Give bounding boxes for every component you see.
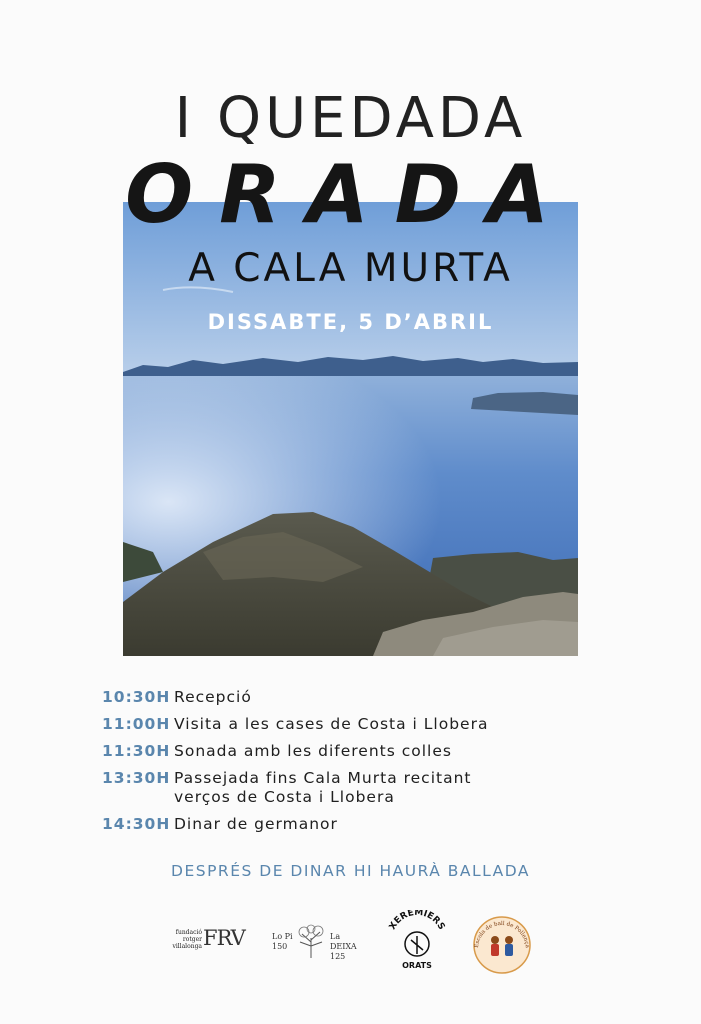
- schedule-desc-block: [174, 769, 472, 807]
- tree-icon: [294, 924, 328, 960]
- schedule-desc: Visita a les cases de Costa i Llobera: [174, 715, 489, 733]
- escola-text: Escola de ball de Pollença: [473, 920, 531, 949]
- xeremiers-top-text: XEREMIERS: [387, 910, 447, 932]
- xeremiers-emblem: [386, 910, 448, 972]
- schedule: [102, 688, 622, 842]
- event-date: DISSABTE, 5 D’ABRIL: [207, 310, 494, 334]
- lopi-line: Lo Pi: [272, 932, 293, 941]
- schedule-row: [102, 688, 622, 707]
- escola-ball-logo: [472, 915, 532, 975]
- title-line1: I QUEDADA: [174, 86, 527, 151]
- frv-logo: [172, 926, 244, 952]
- xeremiers-orats-logo: [386, 910, 448, 972]
- schedule-time: 13:30H: [102, 769, 171, 787]
- lopi-ladeixa-logo: [272, 924, 358, 960]
- schedule-time: 11:30H: [102, 742, 171, 760]
- frv-line: villalonga: [172, 943, 202, 950]
- schedule-desc-cont: verços de Costa i Llobera: [174, 788, 395, 806]
- schedule-time: 14:30H: [102, 815, 171, 833]
- schedule-row: [102, 715, 622, 734]
- frv-logo-big: FRV: [203, 926, 245, 950]
- frv-logo-small: [172, 929, 202, 950]
- lopi-text: [272, 932, 293, 952]
- subtitle: A CALA MURTA: [188, 246, 513, 291]
- xeremiers-bottom-text: ORATS: [402, 961, 432, 970]
- svg-text:XEREMIERS: [388, 910, 447, 932]
- schedule-row: [102, 742, 622, 761]
- schedule-time: 11:00H: [102, 715, 171, 733]
- schedule-row: [102, 815, 622, 834]
- schedule-time: 10:30H: [102, 688, 171, 706]
- lopi-line: 150: [272, 942, 288, 951]
- schedule-row: [102, 769, 622, 807]
- title-line2: ORADA: [125, 148, 575, 241]
- ladeixa-line: DEIXA: [330, 942, 357, 951]
- frv-line: fundació: [175, 929, 202, 936]
- schedule-desc: Sonada amb les diferents colles: [174, 742, 452, 760]
- after-lunch-note: DESPRÉS DE DINAR HI HAURÀ BALLADA: [171, 862, 530, 880]
- escola-emblem: [472, 915, 532, 975]
- schedule-desc: Recepció: [174, 688, 252, 706]
- schedule-desc: Passejada fins Cala Murta recitant: [174, 769, 472, 787]
- ladeixa-text: [330, 932, 357, 962]
- ladeixa-line: 125: [330, 952, 346, 961]
- frv-line: rotger: [182, 936, 202, 943]
- schedule-desc: Dinar de germanor: [174, 815, 338, 833]
- ladeixa-line: La: [330, 932, 341, 941]
